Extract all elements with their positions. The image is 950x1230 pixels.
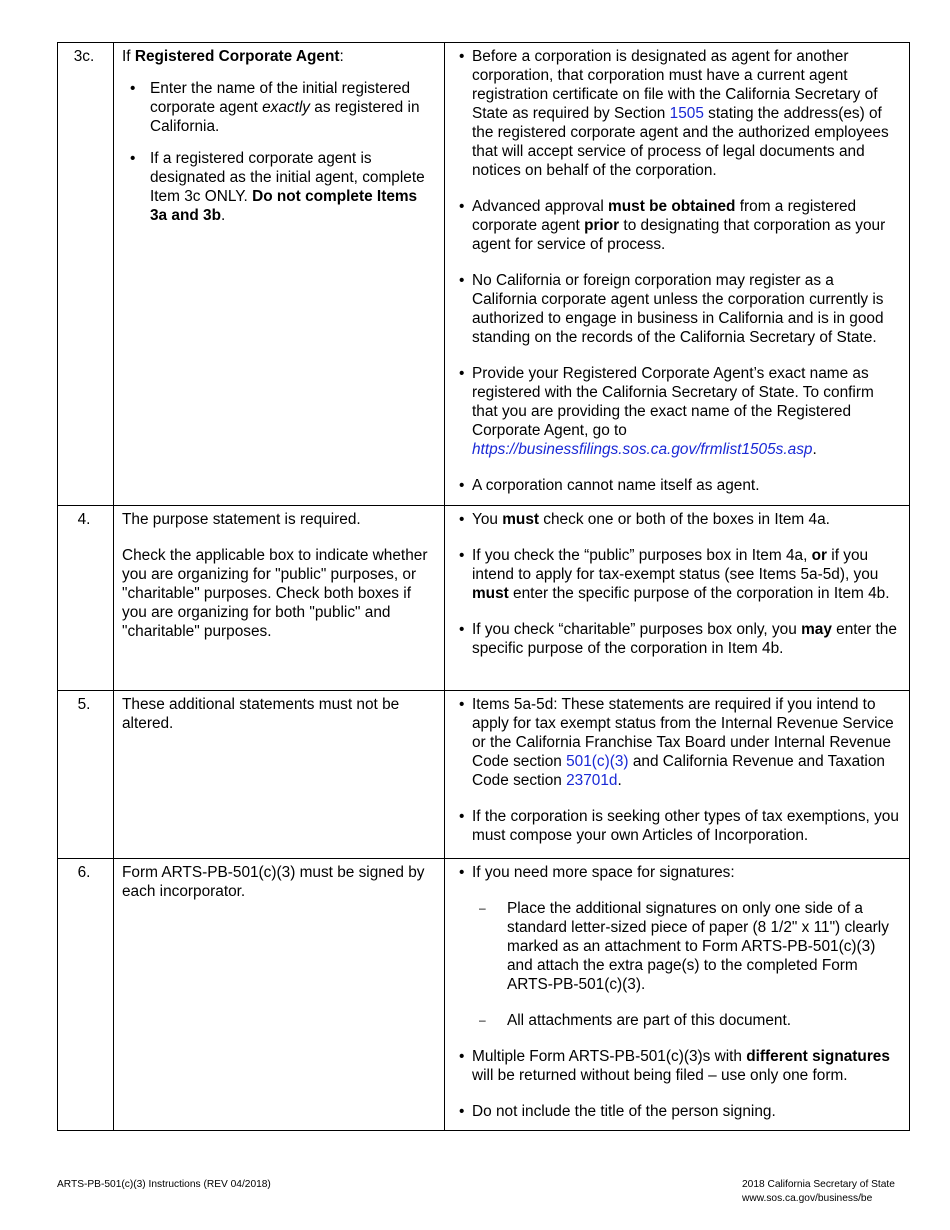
rtc-23701d-link[interactable]: 23701d xyxy=(566,772,618,789)
sub-list-item: – Place the additional signatures on only one side of a standard letter-sized piece of paper (8 1/2" x 11") clearly marked as an attachment to Form ARTS-PB-501(c)(3) and attach the extra page(s) to the completed Form ARTS-PB-501(c)(3). xyxy=(453,899,901,994)
list-item: • If you need more space for signatures: xyxy=(453,863,901,882)
section-1505-link[interactable]: 1505 xyxy=(669,105,704,122)
item-number: 5. xyxy=(77,696,91,713)
table-row xyxy=(58,691,910,859)
item-summary-text: These additional statements must not be altered. xyxy=(122,696,400,732)
list-item: • Before a corporation is designated as agent for another corporation, that corporation must have a current agent registration certificate on file with the California Secretary of State as required by Section 1505 stating the address(es) of the registered corporate agent and the authorized employees that will accept service of process of legal documents and notices on behalf of the corporation. xyxy=(453,47,901,180)
instructions-table xyxy=(57,42,910,1131)
item-summary-list xyxy=(122,79,436,225)
footer-copyright: 2018 California Secretary of State xyxy=(742,1179,895,1190)
list-item: • Advanced approval must be obtained from a registered corporate agent prior to designating that corporation as your agent for service of process. xyxy=(453,197,901,254)
item-detail-list xyxy=(453,695,901,845)
item-detail-cell xyxy=(445,43,910,506)
item-number: 6. xyxy=(77,864,91,881)
agent-list-link[interactable]: https://businessfilings.sos.ca.gov/frmlist1505s.asp xyxy=(472,441,813,458)
sub-list-item: – All attachments are part of this document. xyxy=(453,1011,901,1030)
item-summary-text: Form ARTS-PB-501(c)(3) must be signed by each incorporator. xyxy=(122,864,425,900)
item-number-cell xyxy=(58,859,114,1131)
footer-form-id: ARTS-PB-501(c)(3) Instructions (REV 04/2018) xyxy=(57,1179,271,1190)
item-detail-list xyxy=(453,510,901,658)
list-item: • Do not include the title of the person signing. xyxy=(453,1102,901,1121)
item-summary-cell xyxy=(114,859,445,1131)
item-detail-cell xyxy=(445,506,910,691)
item-number-cell xyxy=(58,506,114,691)
item-number-cell xyxy=(58,43,114,506)
list-item: • If a registered corporate agent is designated as the initial agent, complete Item 3c ONLY. Do not complete Items 3a and 3b. xyxy=(122,149,436,225)
item-detail-cell xyxy=(445,691,910,859)
item-detail-cell xyxy=(445,859,910,1131)
list-item: • If you check “charitable” purposes box only, you may enter the specific purpose of the corporation in Item 4b. xyxy=(453,620,901,658)
item-summary-cell xyxy=(114,43,445,506)
item-detail-list xyxy=(453,863,901,1121)
item-number: 4. xyxy=(77,511,91,528)
list-item: • A corporation cannot name itself as agent. xyxy=(453,476,901,495)
list-item: • Multiple Form ARTS-PB-501(c)(3)s with different signatures will be returned without being filed – use only one form. xyxy=(453,1047,901,1085)
item-summary-text: Check the applicable box to indicate whether you are organizing for "public" purposes, or "charitable" purposes. Check both boxes if you are organizing for both "public" and "charitable" purposes. xyxy=(122,547,428,640)
list-item: • Items 5a-5d: These statements are required if you intend to apply for tax exempt status from the Internal Revenue Service or the California Franchise Tax Board under Internal Revenue Code section 501(c)(3) and California Revenue and Taxation Code section 23701d. xyxy=(453,695,901,790)
item-number-cell xyxy=(58,691,114,859)
list-item: • Enter the name of the initial registered corporate agent exactly as registered in California. xyxy=(122,79,436,136)
list-item: • If the corporation is seeking other types of tax exemptions, you must compose your own Articles of Incorporation. xyxy=(453,807,901,845)
list-item: • No California or foreign corporation may register as a California corporate agent unless the corporation currently is authorized to engage in business in California and is in good standing on the records of the California Secretary of State. xyxy=(453,271,901,347)
item-summary-cell xyxy=(114,691,445,859)
table-row xyxy=(58,43,910,506)
item-summary-lead: If Registered Corporate Agent: xyxy=(122,48,344,65)
item-detail-list xyxy=(453,47,901,495)
list-item: • You must check one or both of the boxes in Item 4a. xyxy=(453,510,901,529)
item-summary-cell xyxy=(114,506,445,691)
table-row xyxy=(58,859,910,1131)
item-number: 3c. xyxy=(73,48,95,65)
footer-website: www.sos.ca.gov/business/be xyxy=(742,1193,873,1204)
irc-501c3-link[interactable]: 501(c)(3) xyxy=(566,753,629,770)
list-item: • If you check the “public” purposes box in Item 4a, or if you intend to apply for tax-exempt status (see Items 5a-5d), you must enter the specific purpose of the corporation in Item 4b. xyxy=(453,546,901,603)
list-item: • Provide your Registered Corporate Agent’s exact name as registered with the California Secretary of State. To confirm that you are providing the exact name of the Registered Corporate Agent, go to https://businessfilings.sos.ca.gov/frmlist1505s.asp. xyxy=(453,364,901,459)
item-summary-text: The purpose statement is required. xyxy=(122,511,361,528)
table-row xyxy=(58,506,910,691)
